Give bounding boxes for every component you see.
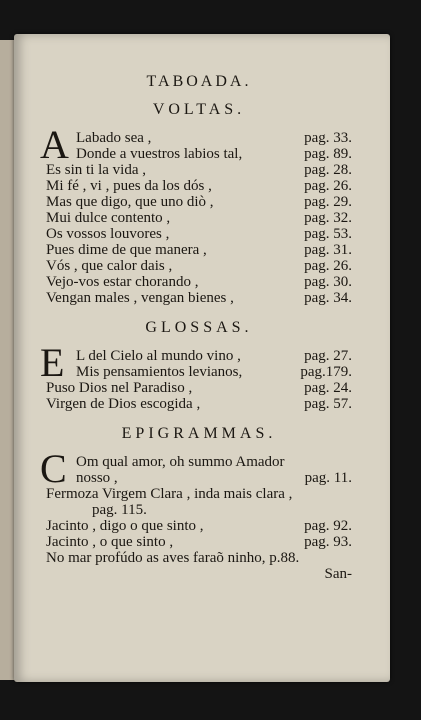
section-heading-glossas: GLOSSAS. [145, 319, 253, 336]
index-entry [46, 178, 352, 194]
entry-page: pag. 27. [304, 348, 352, 364]
entry-text: Es sin ti la vida , [46, 162, 146, 178]
drop-cap-e: E [40, 340, 65, 385]
entry-text: Jacinto , o que sinto , [46, 534, 174, 550]
entry-page: pag. 33. [304, 130, 352, 146]
entry-text: Vejo-vos estar chorando , [46, 274, 199, 290]
catchword: San- [324, 566, 352, 582]
entry-page: pag. 28. [304, 162, 352, 178]
entry-page: pag. 34. [304, 290, 352, 306]
entry-text: pag. 115. [92, 502, 147, 518]
index-entry [46, 534, 352, 550]
index-entry [46, 242, 352, 258]
entry-page: pag. 92. [304, 518, 352, 534]
index-entry [46, 210, 352, 226]
index-entry [46, 146, 352, 162]
entry-page: pag. 32. [304, 210, 352, 226]
entry-text: Puso Dios nel Paradiso , [46, 380, 193, 396]
entry-text: Om qual amor, oh summo Amador [76, 454, 285, 470]
entry-text: Pues dime de que manera , [46, 242, 207, 258]
index-entry [46, 226, 352, 242]
entry-text: Fermoza Virgem Clara , inda mais clara , [46, 486, 293, 502]
entry-text: Labado sea , [76, 130, 152, 146]
entry-page [348, 486, 352, 502]
page-title: TABOADA. [146, 73, 252, 90]
index-entry [46, 274, 352, 290]
entry-page: pag. 24. [304, 380, 352, 396]
index-entry [46, 162, 352, 178]
entry-page [348, 502, 352, 518]
entry-text: Vós , que calor dais , [46, 258, 173, 274]
entry-page: pag.179. [300, 364, 352, 380]
index-content [40, 73, 352, 582]
entry-text: Virgen de Dios escogida , [46, 396, 201, 412]
index-entry [46, 258, 352, 274]
entry-page: pag. 57. [304, 396, 352, 412]
entry-page [348, 454, 352, 470]
index-entry [46, 194, 352, 210]
section-heading-voltas: VOLTAS. [152, 101, 246, 118]
drop-cap-c: C [40, 446, 67, 491]
drop-cap-a: A [40, 122, 69, 167]
index-entry [46, 290, 352, 306]
index-entry [46, 364, 352, 380]
index-entry [46, 380, 352, 396]
index-entry [46, 470, 352, 486]
entry-page: pag. 26. [304, 178, 352, 194]
entry-page [348, 550, 352, 566]
entry-text: Vengan males , vengan bienes , [46, 290, 234, 306]
entry-text: Mis pensamientos levianos, [76, 364, 243, 380]
entry-text: Jacinto , digo o que sinto , [46, 518, 204, 534]
entry-page: pag. 29. [304, 194, 352, 210]
section-heading-epigrammas: EPIGRAMMAS. [121, 425, 277, 442]
index-entry [46, 486, 352, 502]
index-entry [46, 502, 352, 518]
entry-page: pag. 89. [304, 146, 352, 162]
entry-text: Mas que digo, que uno diò , [46, 194, 214, 210]
index-entry [46, 550, 352, 566]
index-entry [46, 518, 352, 534]
entry-page: pag. 26. [304, 258, 352, 274]
entry-page: pag. 53. [304, 226, 352, 242]
entry-text: nosso , [76, 470, 118, 486]
entry-text: L del Cielo al mundo vino , [76, 348, 241, 364]
entry-text: Os vossos louvores , [46, 226, 170, 242]
entry-text: No mar profúdo as aves faraõ ninho, p.88. [46, 550, 300, 566]
entry-page: pag. 93. [304, 534, 352, 550]
entry-text: Mi fé , vi , pues da los dós , [46, 178, 212, 194]
entry-page: pag. 31. [304, 242, 352, 258]
entry-text: Mui dulce contento , [46, 210, 171, 226]
index-entry [46, 396, 352, 412]
entry-page: pag. 30. [304, 274, 352, 290]
entry-page: pag. 11. [304, 470, 352, 486]
entry-text: Donde a vuestros labios tal, [76, 146, 243, 162]
